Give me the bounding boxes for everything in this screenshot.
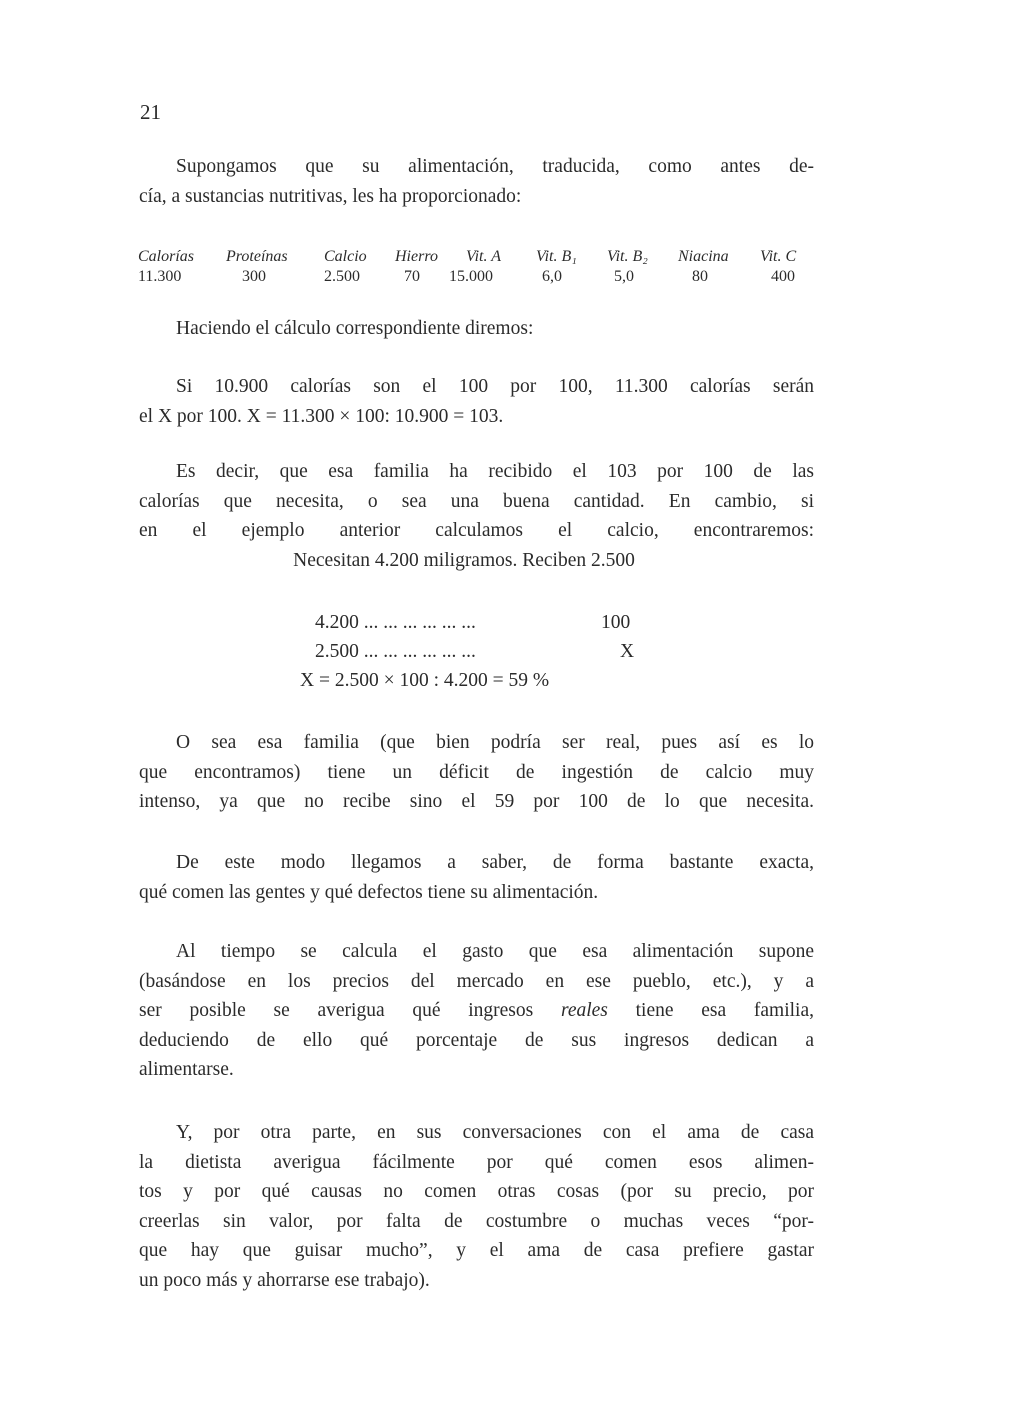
text-line: creerlas sin valor, por falta de costumbre o muchas veces “por-: [139, 1210, 814, 1232]
proportion-result: X = 2.500 × 100 : 4.200 = 59 %: [300, 670, 550, 691]
italic-word: reales: [560, 1000, 608, 1021]
text-line: De este modo llegamos a saber, de forma bastante exacta,: [176, 852, 814, 873]
proportion-row-1-right: 100: [601, 612, 631, 633]
calories-calculation-paragraph: [139, 372, 814, 431]
cost-paragraph: [139, 937, 814, 1085]
text-line: qué comen las gentes y qué defectos tiene su alimentación.: [139, 881, 599, 903]
conclusion-paragraph: [139, 848, 814, 907]
text-line: Al tiempo se calcula el gasto que esa alimentación supone: [176, 941, 814, 962]
value-niacina: 80: [692, 268, 708, 285]
text-line: calorías que necesita, o sea una buena cantidad. En cambio, si: [139, 490, 814, 512]
text-line: tos y por qué causas no comen otras cosas (por su precio, por: [139, 1181, 814, 1202]
value-calcio: 2.500: [324, 268, 360, 285]
header-hierro: Hierro: [395, 248, 438, 265]
value-calorias: 11.300: [138, 268, 182, 285]
text-line: cía, a sustancias nutritivas, les ha proporcionado:: [139, 185, 522, 207]
text-line: Necesitan 4.200 miligramos. Reciben 2.500: [293, 549, 635, 571]
value-vit-b2: 5,0: [614, 268, 634, 285]
value-vit-c: 400: [771, 268, 795, 285]
value-vit-b1: 6,0: [542, 268, 562, 285]
header-vit-c: Vit. C: [760, 248, 797, 265]
text-line: que encontramos) tiene un déficit de ingestión de calcio muy: [139, 761, 814, 783]
text-line: la dietista averigua fácilmente por qué comen esos alimen-: [139, 1151, 814, 1173]
text-line: O sea esa familia (que bien podría ser real, pues así es lo: [176, 732, 814, 753]
text-segment: ser posible se averigua qué ingresos: [139, 1000, 534, 1021]
header-vit-b1: Vit. B₁: [536, 248, 577, 265]
deficit-paragraph: [139, 728, 814, 817]
text-line: en el ejemplo anterior calculamos el calcio, encontraremos:: [139, 520, 814, 541]
page-number: 21: [140, 100, 161, 124]
header-vit-b2: Vit. B₂: [607, 248, 648, 265]
dietitian-paragraph: [139, 1118, 814, 1295]
text-line: un poco más y ahorrarse ese trabajo).: [139, 1269, 430, 1291]
header-proteinas: Proteínas: [226, 248, 288, 265]
text-line: deduciendo de ello qué porcentaje de sus ingresos dedican a: [139, 1029, 814, 1051]
intro-paragraph: [139, 152, 814, 211]
text-line: el X por 100. X = 11.300 × 100: 10.900 = 103.: [139, 405, 504, 427]
header-vit-a: Vit. A: [466, 248, 501, 265]
text-line: (basándose en los precios del mercado en ese pueblo, etc.), y a: [139, 970, 814, 992]
header-calcio: Calcio: [324, 248, 367, 265]
calc-intro-paragraph: [139, 314, 814, 344]
text-line: que hay que guisar mucho”, y el ama de casa prefiere gastar: [139, 1240, 814, 1261]
value-hierro: 70: [404, 268, 420, 285]
text-line: Es decir, que esa familia ha recibido el 103 por 100 de las: [176, 461, 814, 482]
text-line: Supongamos que su alimentación, traducida, como antes de-: [176, 156, 814, 177]
text-segment: tiene esa familia,: [635, 1000, 814, 1021]
text-line: Si 10.900 calorías son el 100 por 100, 11.300 calorías serán: [176, 376, 814, 397]
header-niacina: Niacina: [678, 248, 729, 265]
value-vit-a: 15.000: [449, 268, 493, 285]
text-line: alimentarse.: [139, 1059, 234, 1080]
proportion-row-2-left: 2.500 ... ... ... ... ... ...: [315, 641, 476, 662]
text-line: intenso, ya que no recibe sino el 59 por 100 de lo que necesita.: [139, 791, 814, 812]
text-line: Haciendo el cálculo correspondiente diremos:: [176, 318, 534, 339]
proportion-row-2-right: X: [620, 641, 635, 662]
calcium-intro-paragraph: [139, 457, 814, 575]
header-calorias: Calorías: [138, 248, 195, 265]
text-line: [139, 996, 814, 1026]
value-proteinas: 300: [242, 268, 266, 285]
text-line: Y, por otra parte, en sus conversaciones con el ama de casa: [176, 1122, 814, 1143]
proportion-row-1-left: 4.200 ... ... ... ... ... ...: [315, 612, 476, 633]
